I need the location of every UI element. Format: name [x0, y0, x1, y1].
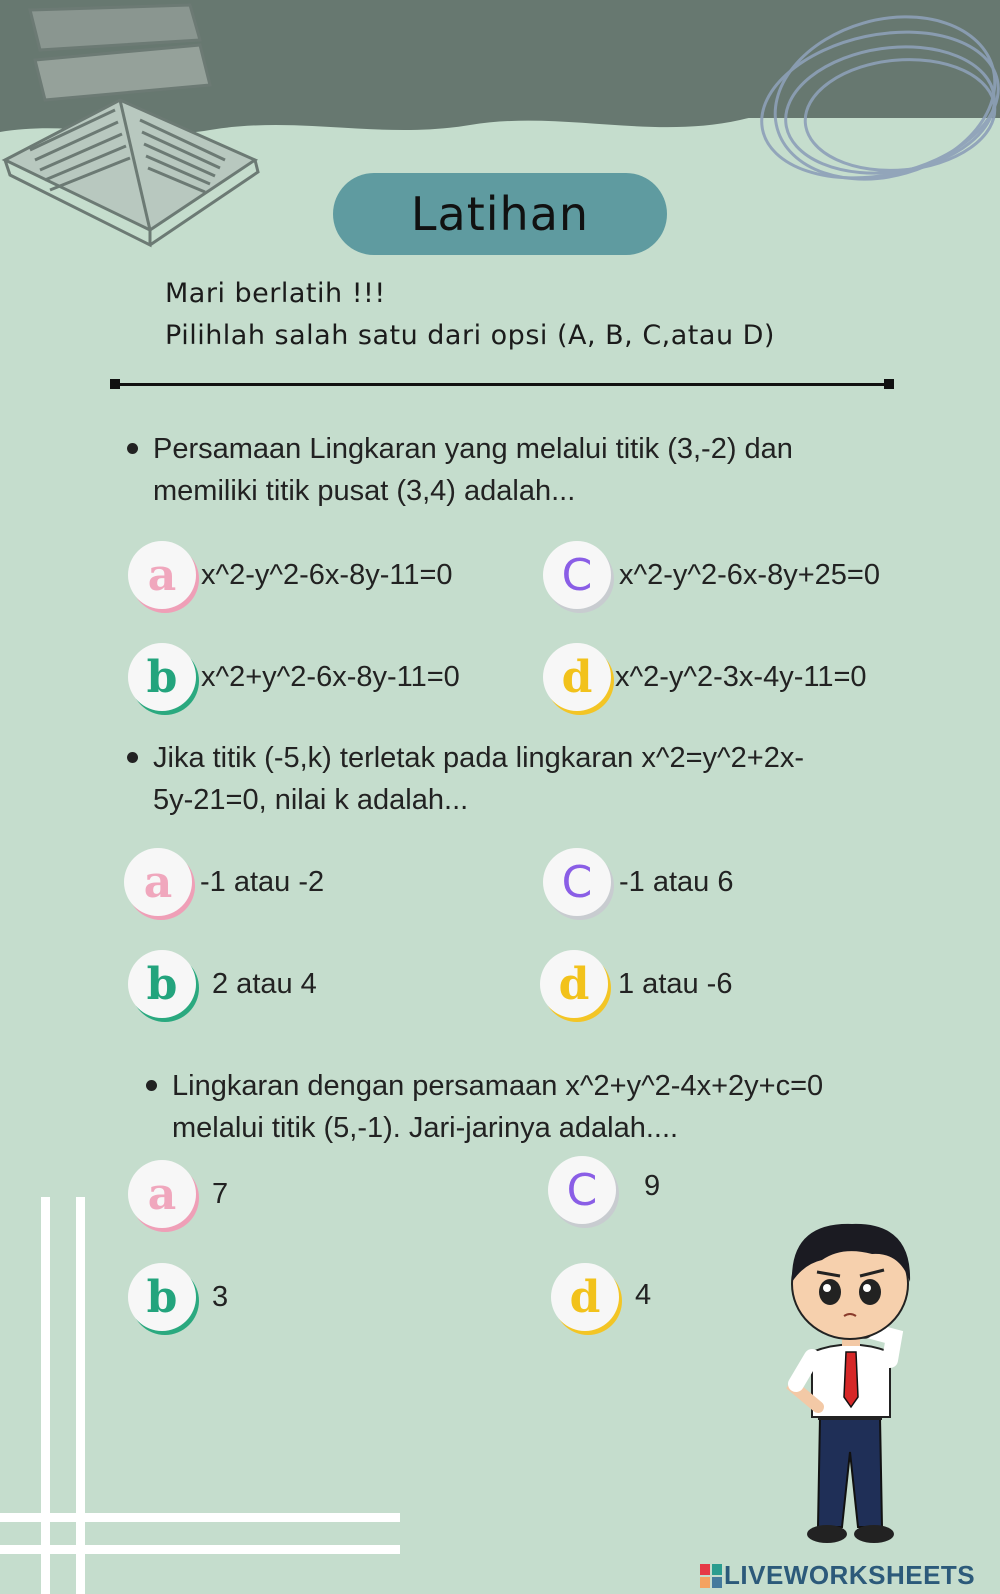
question-1-line-2: memiliki titik pusat (3,4) adalah... — [153, 475, 576, 507]
bullet — [127, 443, 138, 454]
q2-option-d[interactable] — [540, 948, 732, 1020]
q1-option-b[interactable] — [128, 641, 460, 713]
option-d-badge-icon: d — [551, 1263, 619, 1331]
q1-option-a-text: x^2-y^2-6x-8y-11=0 — [201, 558, 453, 591]
option-a-badge-icon: a — [128, 541, 196, 609]
question-3-line-1: Lingkaran dengan persamaan x^2+y^2-4x+2y+c=0 — [172, 1070, 824, 1102]
bullet — [146, 1080, 157, 1091]
option-c-badge-icon: C — [548, 1156, 616, 1224]
option-b-badge-icon: b — [128, 643, 196, 711]
option-c-badge-icon: C — [543, 848, 611, 916]
q1-option-c[interactable] — [543, 539, 880, 611]
q2-option-a[interactable] — [124, 846, 324, 918]
q1-option-c-text: x^2-y^2-6x-8y+25=0 — [619, 558, 880, 591]
watermark-text: LIVEWORKSHEETS — [724, 1560, 976, 1590]
hash-line-h2 — [0, 1545, 400, 1554]
divider-cap-right — [884, 379, 894, 389]
q2-option-b-text: 2 atau 4 — [212, 967, 317, 1000]
q3-option-b[interactable] — [128, 1261, 228, 1333]
q3-option-d[interactable] — [551, 1261, 651, 1333]
question-2-line-1: Jika titik (-5,k) terletak pada lingkaran x^2=y^2+2x- — [153, 742, 804, 774]
q1-option-b-text: x^2+y^2-6x-8y-11=0 — [201, 660, 460, 693]
option-c-badge-icon: C — [543, 541, 611, 609]
hash-line-h1 — [0, 1513, 400, 1522]
option-a-badge-icon: a — [124, 848, 192, 916]
book-icon — [0, 0, 270, 250]
q1-option-d-text: x^2-y^2-3x-4y-11=0 — [615, 660, 867, 693]
bullet — [127, 752, 138, 763]
q2-option-c[interactable] — [543, 846, 733, 918]
intro-line-2: Pilihlah salah satu dari opsi (A, B, C,atau D) — [165, 320, 775, 351]
option-b-badge-icon: b — [128, 950, 196, 1018]
q3-option-c-text: 9 — [644, 1169, 661, 1202]
q1-option-a[interactable] — [128, 539, 453, 611]
question-2 — [153, 737, 933, 821]
intro-line-1: Mari berlatih !!! — [165, 278, 386, 309]
option-d-badge-icon: d — [540, 950, 608, 1018]
student-character-icon — [772, 1212, 932, 1557]
question-1 — [153, 428, 913, 512]
q3-option-c[interactable] — [548, 1154, 660, 1226]
question-3 — [172, 1065, 932, 1149]
q1-option-d[interactable] — [543, 641, 867, 713]
q2-option-d-text: 1 atau -6 — [618, 967, 733, 1000]
question-2-line-2: 5y-21=0, nilai k adalah... — [153, 784, 469, 816]
watermark — [700, 1560, 975, 1591]
option-b-badge-icon: b — [128, 1263, 196, 1331]
option-d-badge-icon: d — [543, 643, 611, 711]
q3-option-d-text: 4 — [635, 1278, 652, 1311]
liveworksheets-logo-icon — [700, 1564, 722, 1588]
q3-option-b-text: 3 — [212, 1280, 229, 1313]
q3-option-a-text: 7 — [212, 1177, 229, 1210]
q2-option-a-text: -1 atau -2 — [200, 865, 325, 898]
scribble-icon — [740, 0, 1000, 210]
hash-line-v2 — [76, 1197, 85, 1594]
q2-option-c-text: -1 atau 6 — [619, 865, 734, 898]
q2-option-b[interactable] — [128, 948, 317, 1020]
question-1-line-1: Persamaan Lingkaran yang melalui titik (3,-2) dan — [153, 433, 793, 465]
q3-option-a[interactable] — [128, 1158, 228, 1230]
divider — [112, 383, 892, 386]
divider-cap-left — [110, 379, 120, 389]
option-a-badge-icon: a — [128, 1160, 196, 1228]
title-pill — [333, 173, 667, 255]
question-3-line-2: melalui titik (5,-1). Jari-jarinya adalah.... — [172, 1112, 679, 1144]
page-title: Latihan — [410, 187, 590, 241]
hash-line-v1 — [41, 1197, 50, 1594]
